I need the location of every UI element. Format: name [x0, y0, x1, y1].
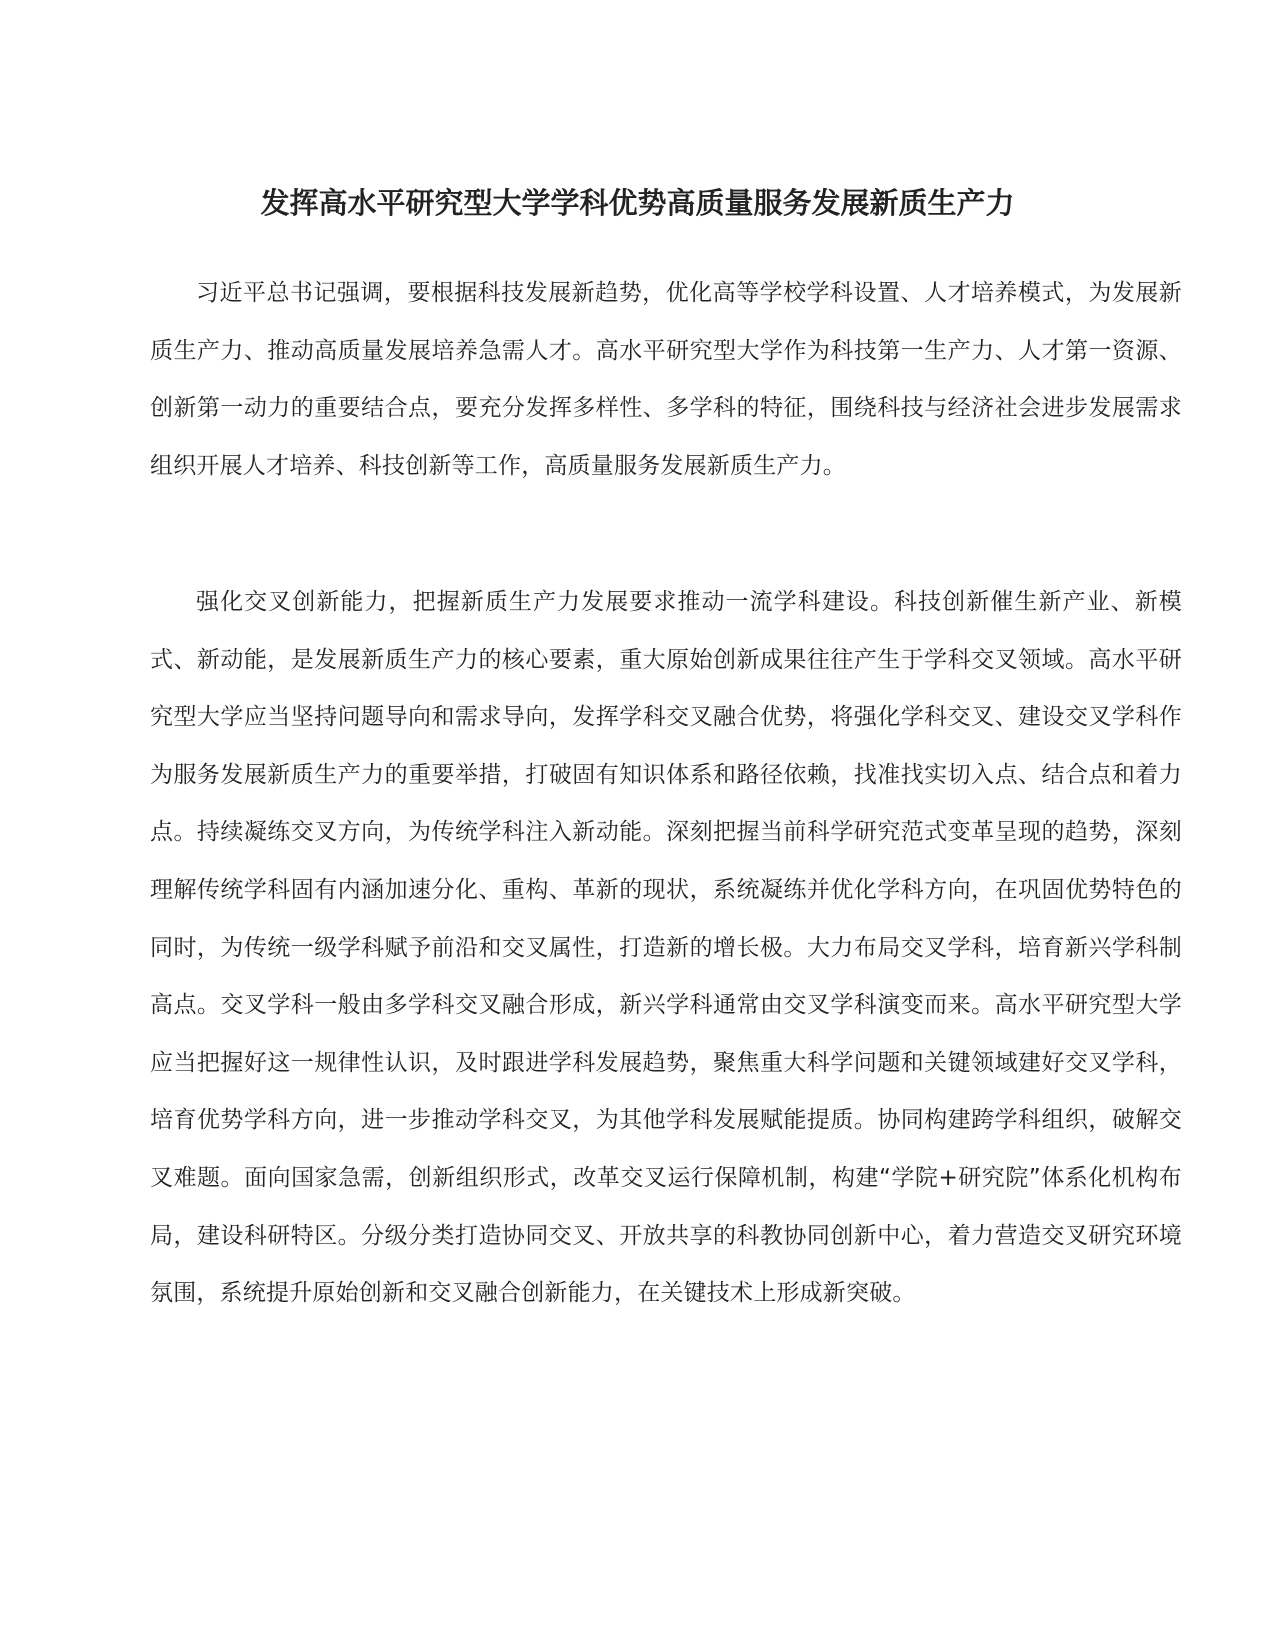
- paragraph-interdisciplinary: 强化交叉创新能力，把握新质生产力发展要求推动一流学科建设。科技创新催生新产业、新模式、新动能，是发展新质生产力的核心要素，重大原始创新成果往往产生于学科交叉领域。高水平研究型大学应当坚持问题导向和需求导向，发挥学科交叉融合优势，将强化学科交叉、建设交叉学科作为服务发展新质生产力的重要举措，打破固有知识体系和路径依赖，找准找实切入点、结合点和着力点。持续凝练交叉方向，为传统学科注入新动能。深刻把握当前科学研究范式变革呈现的趋势，深刻理解传统学科固有内涵加速分化、重构、革新的现状，系统凝练并优化学科方向，在巩固优势特色的同时，为传统一级学科赋予前沿和交叉属性，打造新的增长极。大力布局交叉学科，培育新兴学科制高点。交叉学科一般由多学科交叉融合形成，新兴学科通常由交叉学科演变而来。高水平研究型大学应当把握好这一规律性认识，及时跟进学科发展趋势，聚焦重大科学问题和关键领域建好交叉学科，培育优势学科方向，进一步推动学科交叉，为其他学科发展赋能提质。协同构建跨学科组织，破解交叉难题。面向国家急需，创新组织形式，改革交叉运行保障机制，构建“学院+研究院”体系化机构布局，建设科研特区。分级分类打造协同交叉、开放共享的科教协同创新中心，着力营造交叉研究环境氛围，系统提升原始创新和交叉融合创新能力，在关键技术上形成新突破。: [150, 589, 1182, 1307]
- paragraph-intro: 习近平总书记强调，要根据科技发展新趋势，优化高等学校学科设置、人才培养模式，为发展新质生产力、推动高质量发展培养急需人才。高水平研究型大学作为科技第一生产力、人才第一资源、创新第一动力的重要结合点，要充分发挥多样性、多学科的特征，围绕科技与经济社会进步发展需求组织开展人才培养、科技创新等工作，高质量服务发展新质生产力。: [150, 280, 1182, 479]
- document-title: 发挥高水平研究型大学学科优势高质量服务发展新质生产力: [260, 186, 1015, 220]
